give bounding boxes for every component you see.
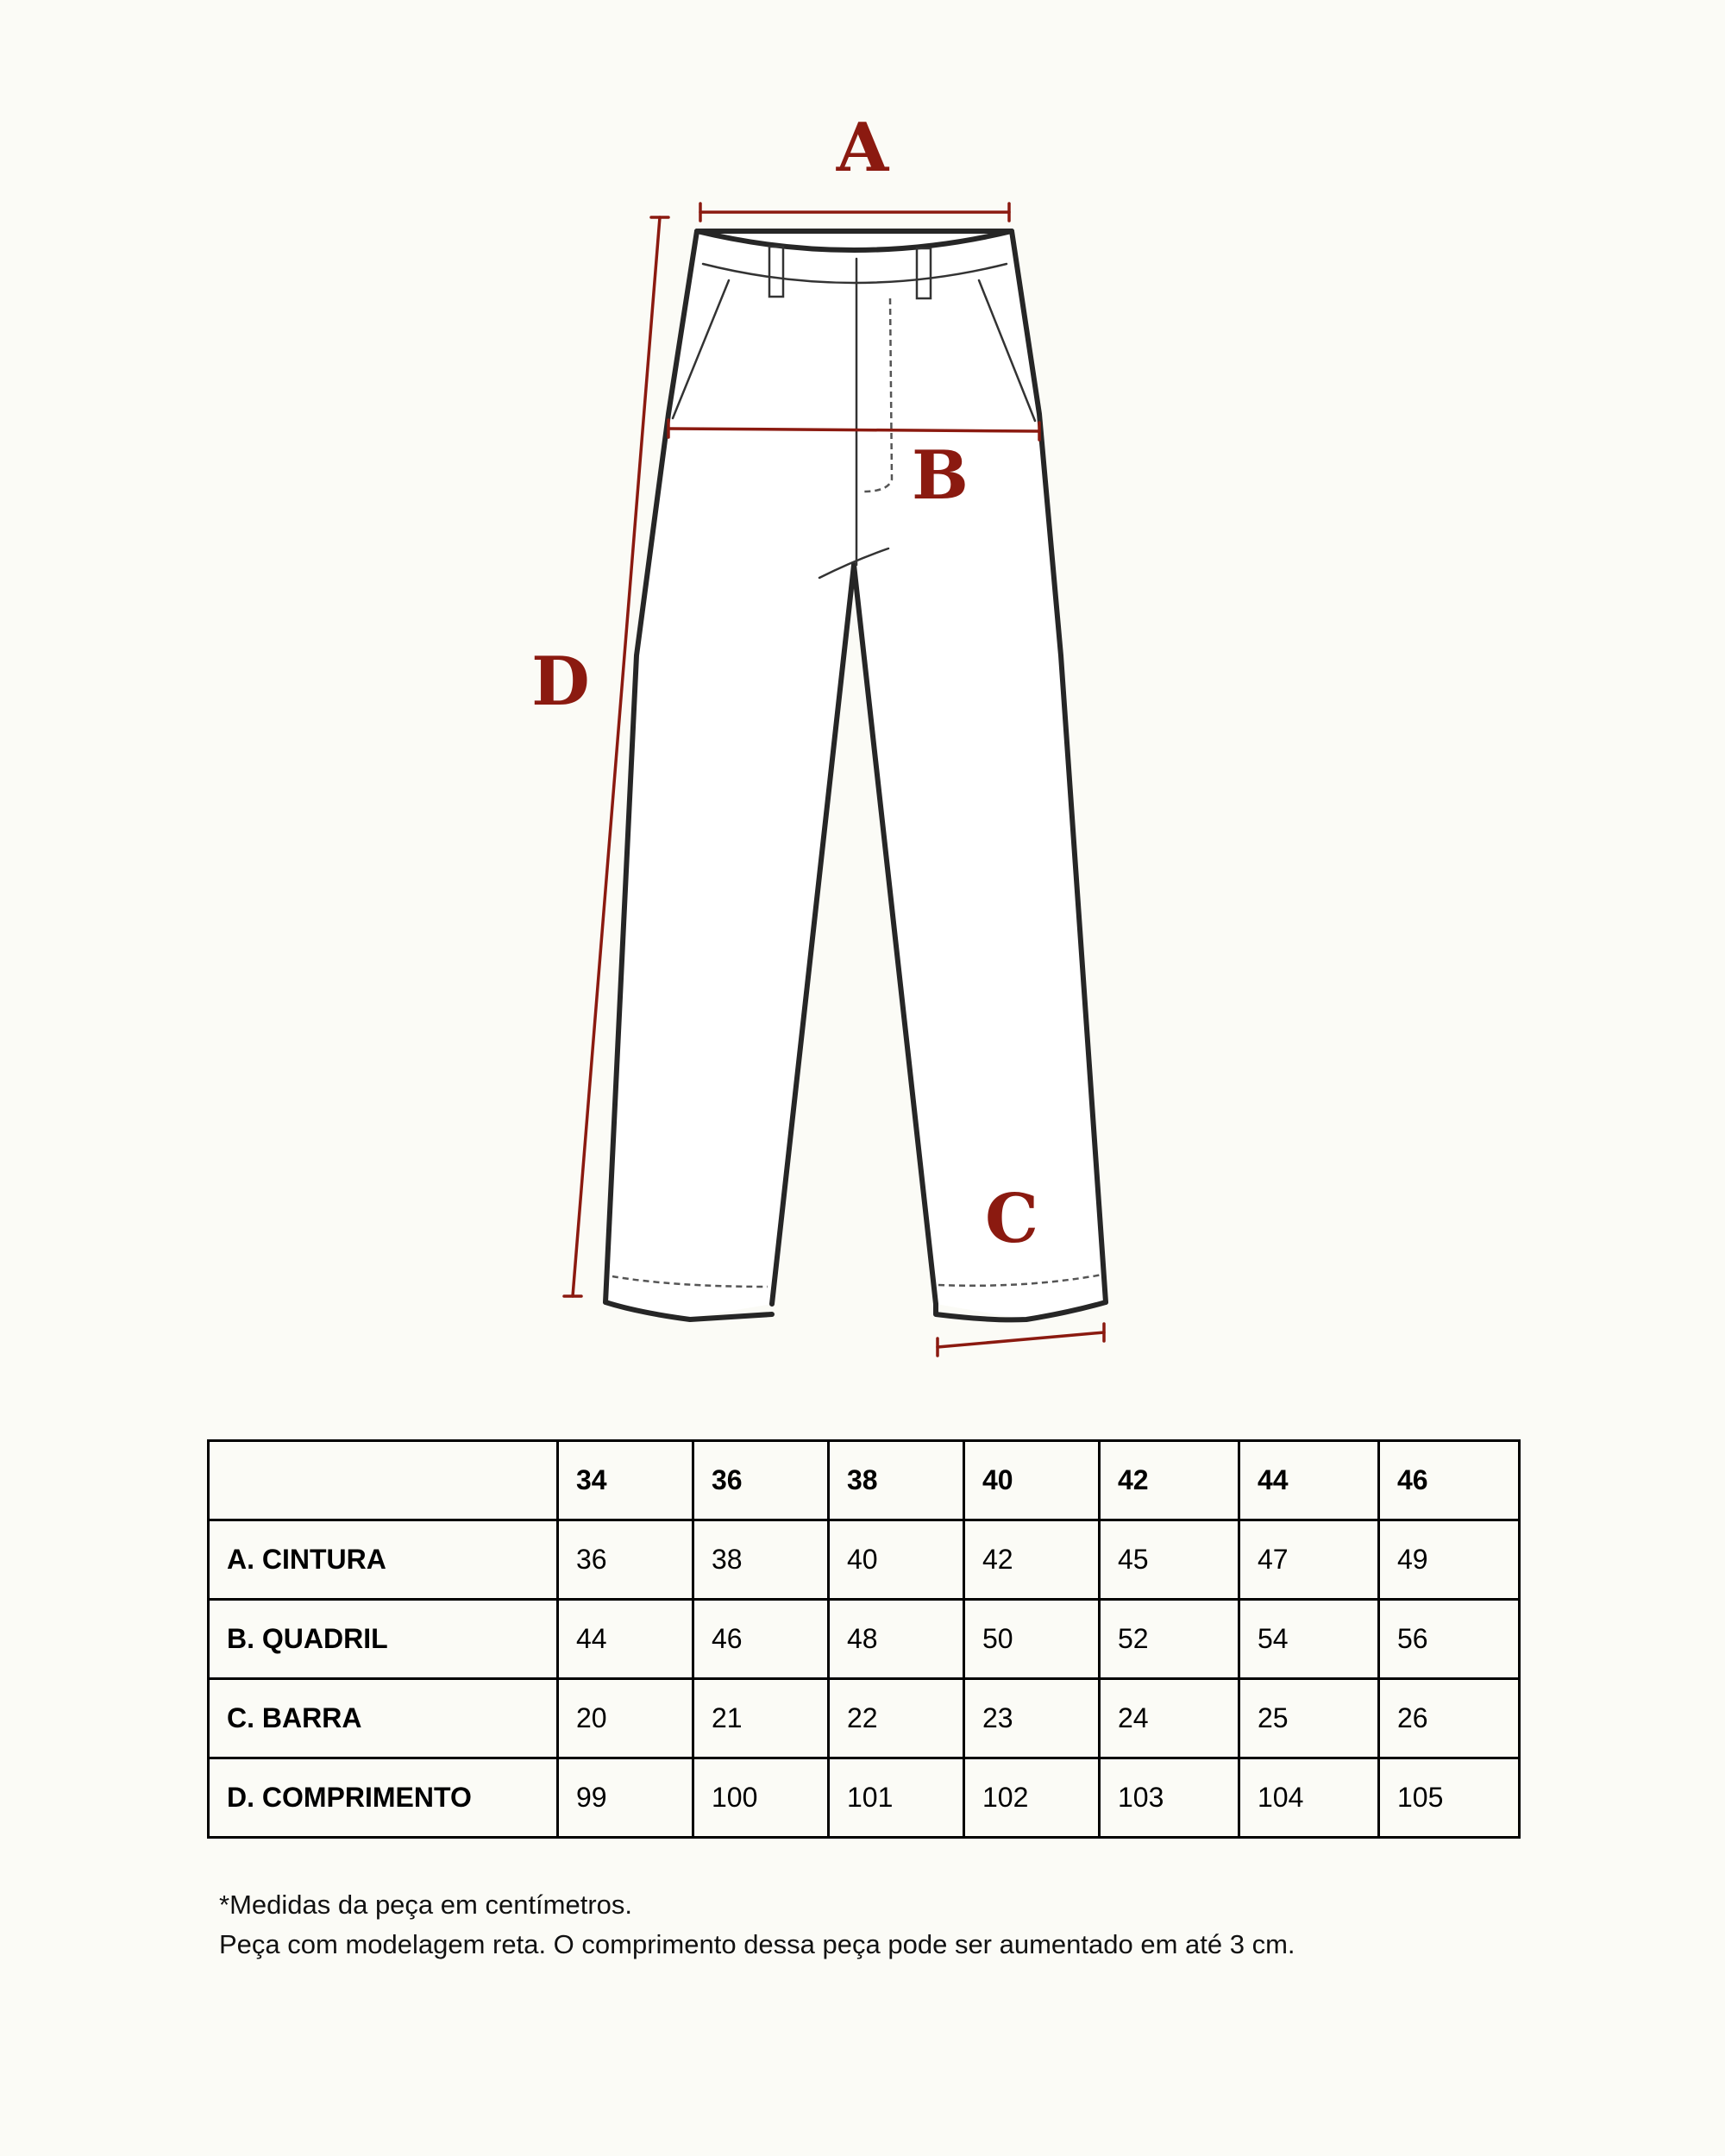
table-cell: 103 bbox=[1100, 1758, 1239, 1838]
table-cell: 56 bbox=[1379, 1600, 1520, 1679]
table-cell: 102 bbox=[964, 1758, 1100, 1838]
table-cell: 36 bbox=[558, 1520, 693, 1600]
size-header: 44 bbox=[1239, 1441, 1379, 1520]
table-cell: 23 bbox=[964, 1679, 1100, 1758]
table-row bbox=[209, 1600, 1520, 1679]
notes bbox=[219, 1885, 1599, 1965]
table-cell: 24 bbox=[1100, 1679, 1239, 1758]
table-cell: 105 bbox=[1379, 1758, 1520, 1838]
table-cell: 48 bbox=[829, 1600, 964, 1679]
table-cell: 38 bbox=[693, 1520, 829, 1600]
table-cell: 47 bbox=[1239, 1520, 1379, 1600]
table-cell: 100 bbox=[693, 1758, 829, 1838]
table-cell: 22 bbox=[829, 1679, 964, 1758]
size-header: 36 bbox=[693, 1441, 829, 1520]
label-a: A bbox=[836, 109, 889, 187]
size-header: 46 bbox=[1379, 1441, 1520, 1520]
table-cell: 49 bbox=[1379, 1520, 1520, 1600]
table-cell: 54 bbox=[1239, 1600, 1379, 1679]
trousers-drawing bbox=[605, 231, 1106, 1319]
row-label: A. CINTURA bbox=[209, 1520, 558, 1600]
row-label: C. BARRA bbox=[209, 1679, 558, 1758]
table-cell: 21 bbox=[693, 1679, 829, 1758]
label-d: D bbox=[531, 642, 590, 721]
row-label: B. QUADRIL bbox=[209, 1600, 558, 1679]
table-corner-cell bbox=[209, 1441, 558, 1520]
size-header: 38 bbox=[829, 1441, 964, 1520]
table-row bbox=[209, 1679, 1520, 1758]
table-cell: 42 bbox=[964, 1520, 1100, 1600]
table-cell: 20 bbox=[558, 1679, 693, 1758]
size-header: 42 bbox=[1100, 1441, 1239, 1520]
table-cell: 52 bbox=[1100, 1600, 1239, 1679]
table-header-row bbox=[209, 1441, 1520, 1520]
table-row bbox=[209, 1520, 1520, 1600]
size-header: 40 bbox=[964, 1441, 1100, 1520]
row-label: D. COMPRIMENTO bbox=[209, 1758, 558, 1838]
note-fit: Peça com modelagem reta. O comprimento dessa peça pode ser aumentado em até 3 cm. bbox=[219, 1929, 1295, 1959]
measure-line-a bbox=[700, 204, 1009, 221]
table-cell: 104 bbox=[1239, 1758, 1379, 1838]
table-cell: 40 bbox=[829, 1520, 964, 1600]
measure-line-c bbox=[938, 1324, 1104, 1356]
table-cell: 50 bbox=[964, 1600, 1100, 1679]
table-cell: 99 bbox=[558, 1758, 693, 1838]
label-c: C bbox=[984, 1180, 1039, 1258]
size-table bbox=[207, 1439, 1521, 1839]
table-cell: 44 bbox=[558, 1600, 693, 1679]
table-row bbox=[209, 1758, 1520, 1838]
table-cell: 46 bbox=[693, 1600, 829, 1679]
size-header: 34 bbox=[558, 1441, 693, 1520]
table-cell: 26 bbox=[1379, 1679, 1520, 1758]
table-cell: 25 bbox=[1239, 1679, 1379, 1758]
table-cell: 101 bbox=[829, 1758, 964, 1838]
label-b: B bbox=[912, 436, 969, 515]
table-cell: 45 bbox=[1100, 1520, 1239, 1600]
note-units: *Medidas da peça em centímetros. bbox=[219, 1890, 633, 1920]
